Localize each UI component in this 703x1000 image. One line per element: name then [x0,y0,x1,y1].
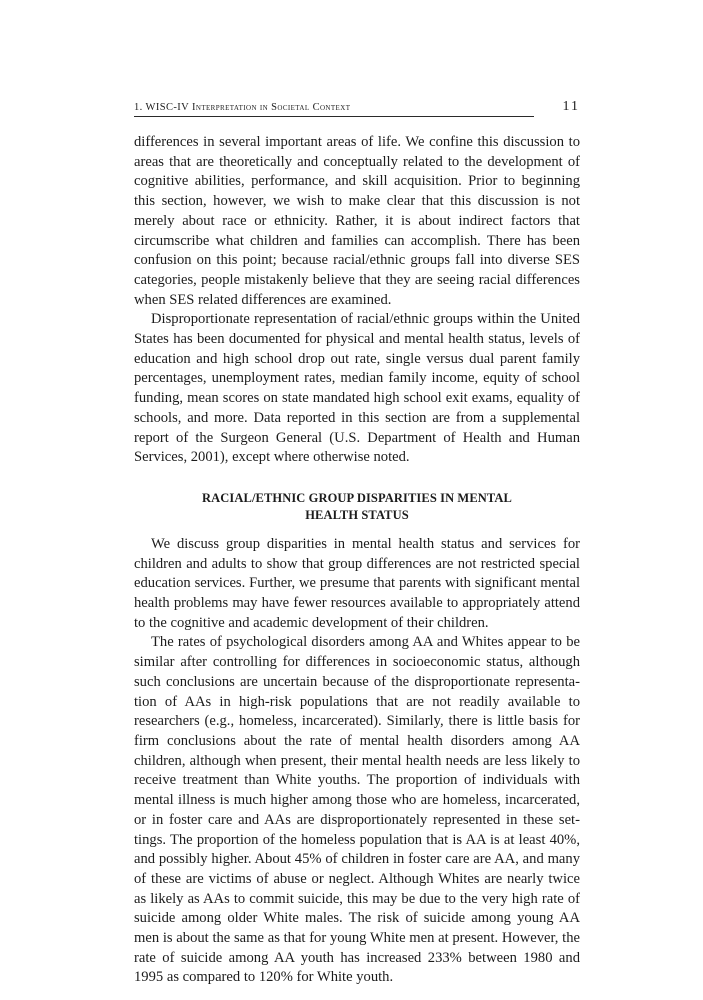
body-text [134,133,580,988]
page-number: 11 [562,99,580,114]
paragraph-rates-of-disorders: The rates of psychological disorders among AA and Whites appear to be similar after controlling for differences in socioeconomic status, although such conclusions are uncertain because of the disproportionate representation of AAs in high-risk populations that are not readily available to researchers (e.g., homeless, incarcerated). Similarly, there is little basis for firm conclusions about the rate of mental health disorders among AA children, although when present, their mental health needs are less likely to receive treatment than White youths. The proportion of individuals with mental illness is much higher among those who are homeless, incarcerated, or in foster care and AAs are disproportionately represented in these settings. The proportion of the homeless population that is AA is at least 40%, and possibly higher. About 45% of children in foster care are AA, and many of these are victims of abuse or neglect. Although Whites are nearly twice as likely as AAs to commit suicide, this may be due to the very high rate of suicide among older White males. The risk of suicide among young AA men is about the same as that for young White men at present. However, the rate of suicide among AA youth has increased 233% between 1980 and 1995 as compared to 120% for White youth. [134,634,580,986]
paragraph-disproportionate-representation: Disproportionate representation of racial/ethnic groups within the United States has been documented for physical and mental health status, levels of education and high school drop out rate, single versus dual parent family percentages, unemployment rates, median family income, equity of school funding, mean scores on state mandated high school exit exams, equality of schools, and more. Data reported in this section are from a supplemental report of the Surgeon General (U.S. Department of Health and Human Services, 2001), except where otherwise noted. [134,311,580,466]
section-heading-line-1: RACIAL/ETHNIC GROUP DISPARITIES IN MENTAL [202,490,512,505]
section-heading-line-2: HEALTH STATUS [305,507,409,522]
paragraph-continued: differences in several important areas of life. We confine this discussion to areas that are theoretically and conceptually related to the development of cognitive abilities, performance, and skill acquisition. Prior to beginning this section, however, we wish to make clear that this discussion is not merely about race or ethnicity. Rather, it is about indirect factors that circumscribe what children and families can accomplish. There has been confusion on this point; because racial/ethnic groups fall into diverse SES categories, people mistakenly believe that they are seeing racial differences when SES related differences are examined. [134,134,580,308]
chapter-running-title: 1. WISC-IV Interpretation in Societal Context [134,102,351,113]
section-heading [134,490,580,524]
running-head-rule [134,116,534,117]
running-head [134,100,580,120]
paragraph-group-disparities: We discuss group disparities in mental health status and services for children and adults to show that group differences are not restricted special education services. Further, we presume that parents with significant mental health problems may have fewer resources available to appropriately attend to the cognitive and academic development of their children. [134,535,580,631]
